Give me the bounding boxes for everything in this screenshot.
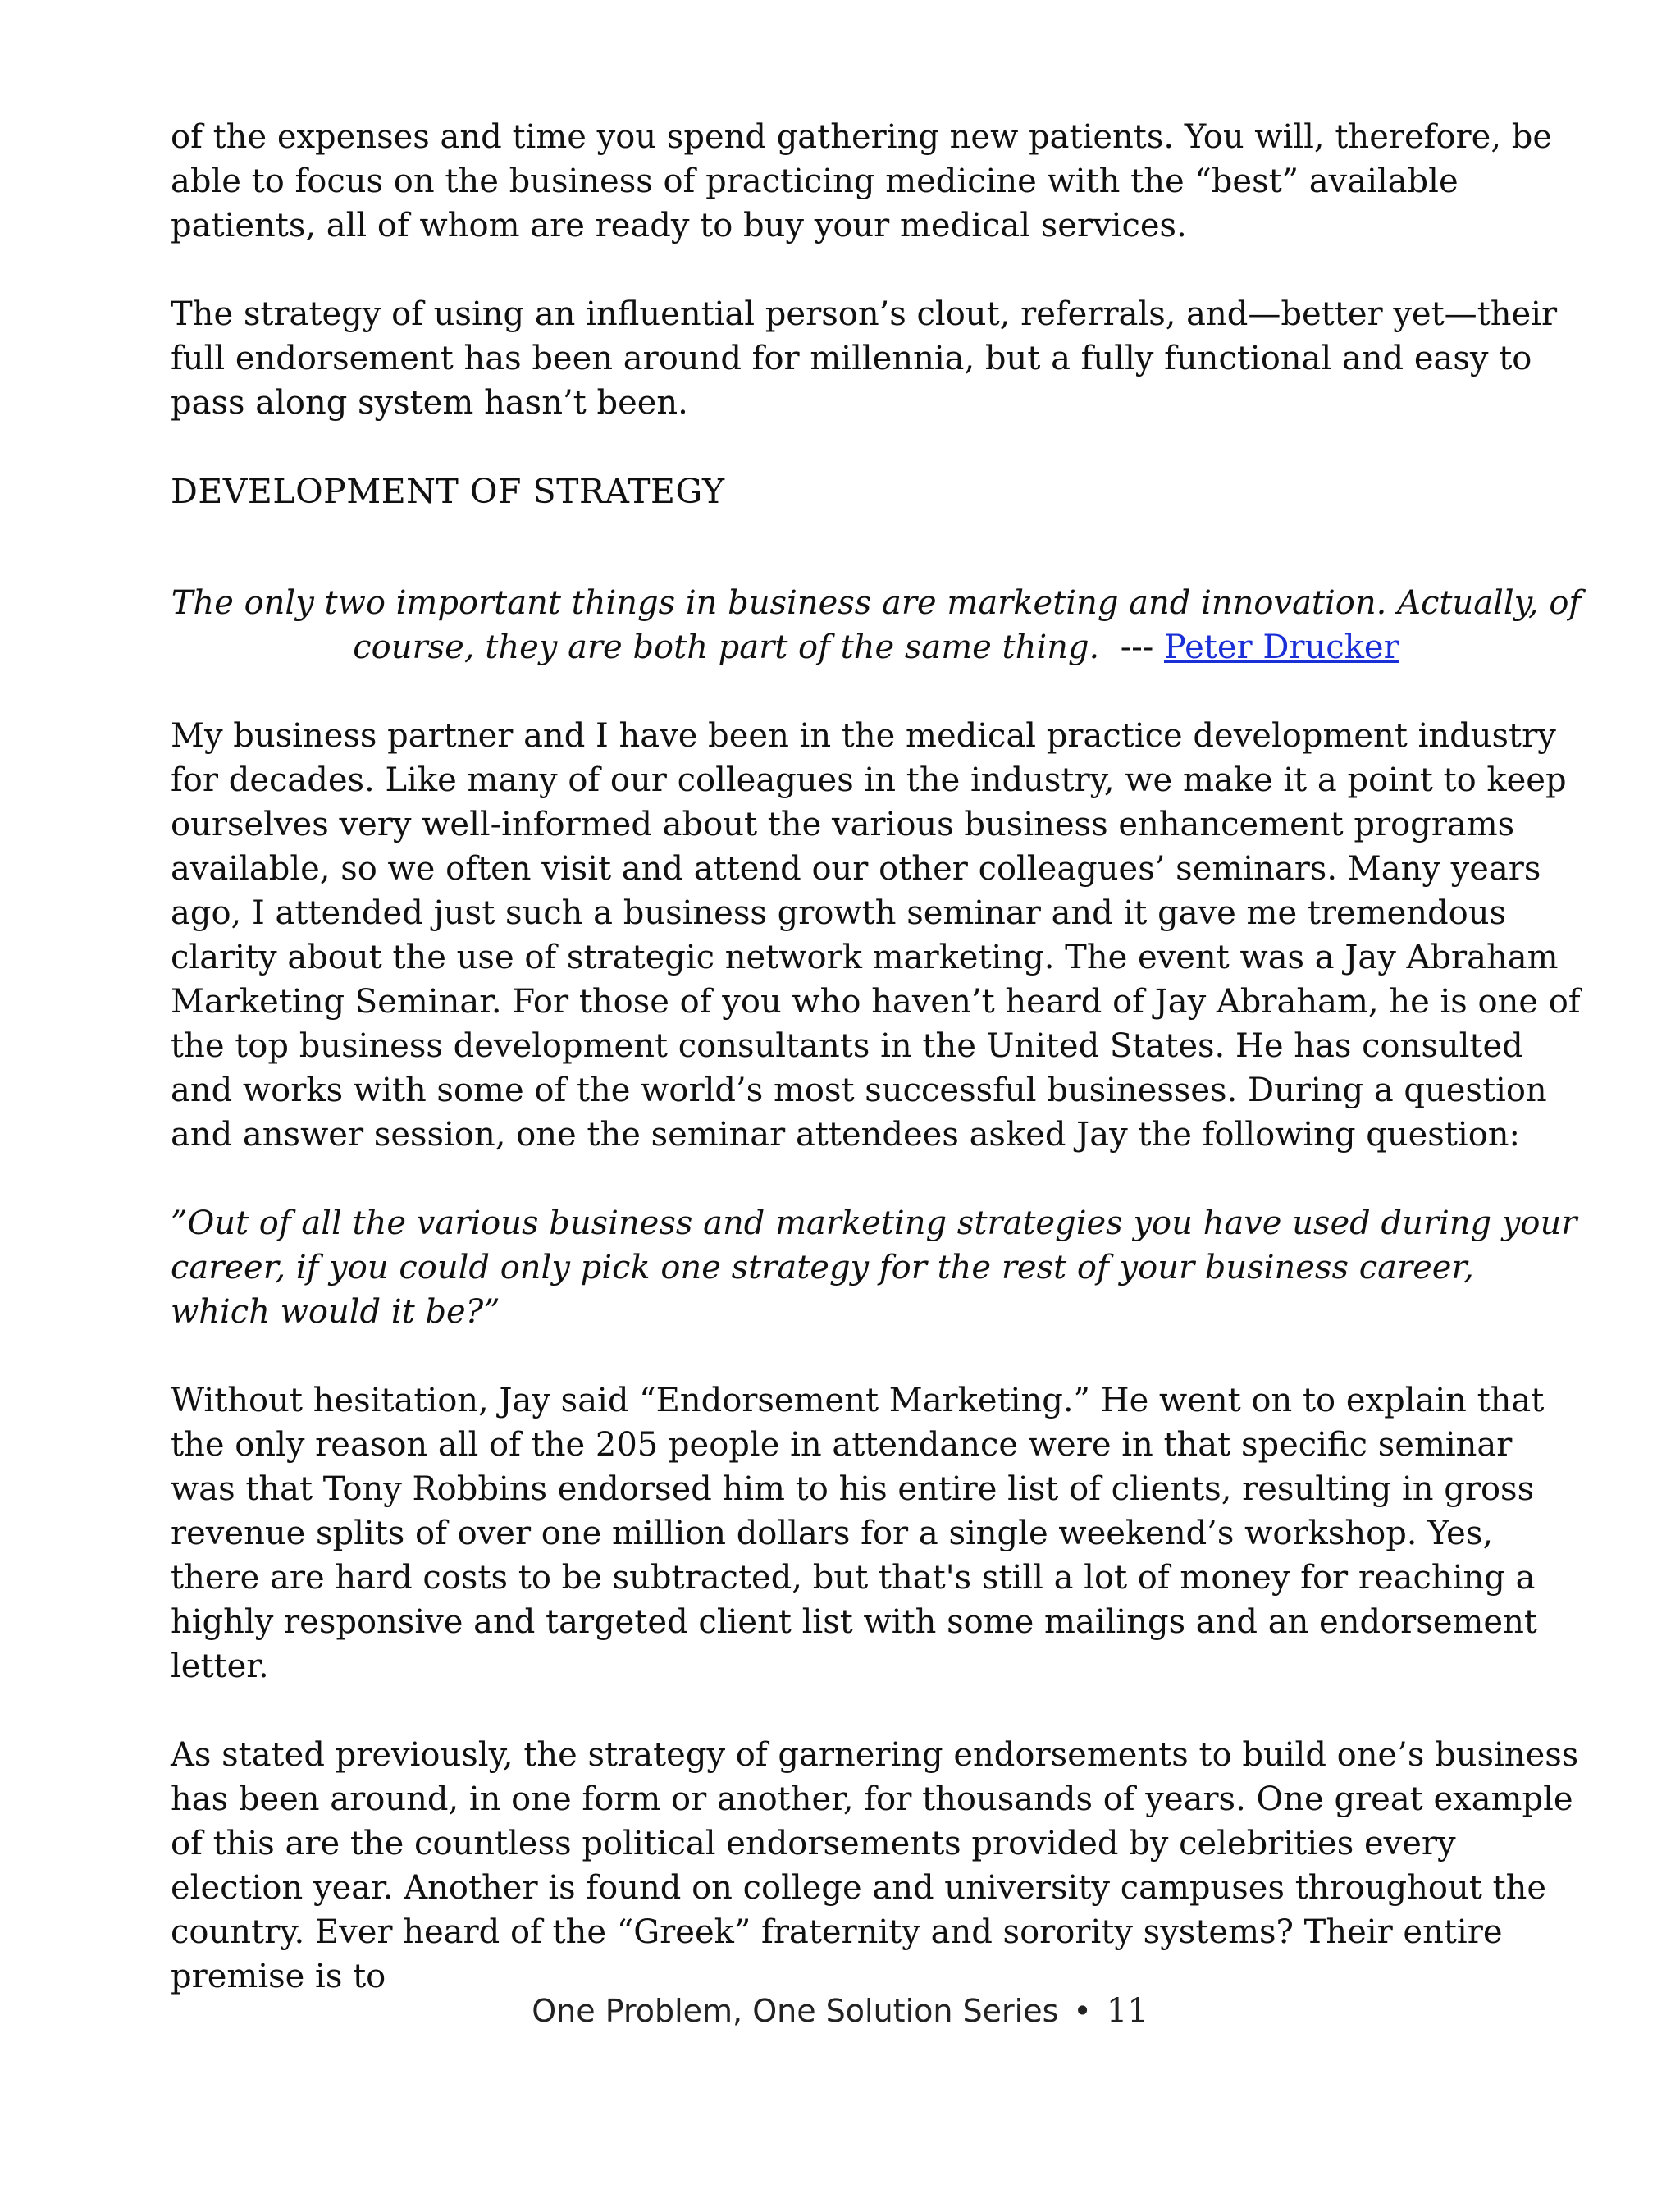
page-body: [171, 115, 1582, 2043]
paragraph-endorsement-history: As stated previously, the strategy of garnering endorsements to build one’s business has been around, in one form or another, for thousands of years. One great example of this are the countless political endorsements provided by celebrities every election year. Another is found on college and university campuses throughout the country. Ever heard of the “Greek” fraternity and sorority systems? Their entire premise is to: [171, 1736, 1579, 1995]
epigraph-separator: ---: [1120, 628, 1154, 666]
attendee-question-quote: ”Out of all the various business and marketing strategies you have used during your career, if you could only pick one strategy for the rest of your business career, which would it be?”: [171, 1204, 1577, 1331]
footer-series-title: One Problem, One Solution Series: [532, 1993, 1059, 2029]
paragraph-strategy-history: The strategy of using an influential person’s clout, referrals, and—better yet—their full endorsement has been around for millennia, but a fully functional and easy to pass along system hasn’t been.: [171, 295, 1558, 422]
epigraph-attribution: [1110, 628, 1399, 666]
paragraph-intro-continuation: of the expenses and time you spend gathering new patients. You will, therefore, be able to focus on the business of practicing medicine with the “best” available patients, all of whom are ready to buy your medical services.: [171, 118, 1553, 244]
epigraph-quote: The only two important things in business are marketing and innovation. Actually, of course, they are both part of the same thing.: [171, 584, 1582, 666]
section-heading: DEVELOPMENT OF STRATEGY: [171, 472, 725, 511]
paragraph-seminar-story: My business partner and I have been in the medical practice development industry for decades. Like many of our colleagues in the industry, we make it a point to keep ourselves very well-informed about the various business enhancement programs available, so we often visit and attend our other colleagues’ seminars. Many years ago, I attended just such a business growth seminar and it gave me tremendous clarity about the use of strategic network marketing. The event was a Jay Abraham Marketing Seminar. For those of you who haven’t heard of Jay Abraham, he is one of the top business development consultants in the United States. He has consulted and works with some of the world’s most successful businesses. During a question and answer session, one the seminar attendees asked Jay the following question:: [171, 717, 1581, 1154]
page-footer: [0, 1989, 1680, 2033]
footer-bullet: •: [1073, 1993, 1092, 2029]
author-link[interactable]: Peter Drucker: [1163, 628, 1399, 666]
epigraph: [171, 581, 1582, 669]
paragraph-endorsement-answer: Without hesitation, Jay said “Endorsement Marketing.” He went on to explain that the only reason all of the 205 people in attendance were in that specific seminar was that Tony Robbins endorsed him to his entire list of clients, resulting in gross revenue splits of over one million dollars for a single weekend’s workshop. Yes, there are hard costs to be subtracted, but that's still a lot of money for reaching a highly responsive and targeted client list with some mailings and an endorsement letter.: [171, 1382, 1545, 1685]
page-number: 11: [1106, 1992, 1148, 2030]
